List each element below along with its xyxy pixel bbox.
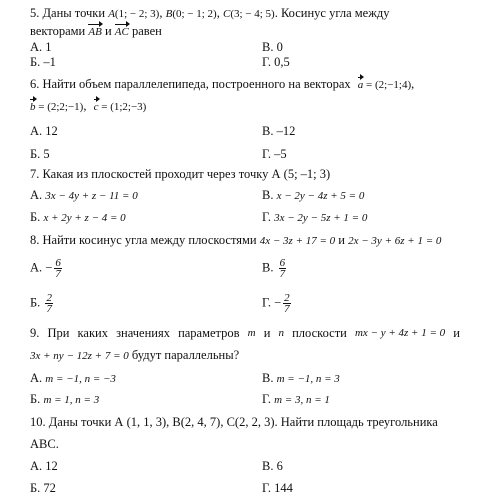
q7-option-b-label: Б. xyxy=(30,210,41,224)
q5-text-equals: равен xyxy=(128,24,162,38)
q5-conj: и xyxy=(101,24,115,38)
q9-option-a[interactable] xyxy=(30,371,116,387)
fraction-denominator: 7 xyxy=(55,268,61,280)
q6-vector-b: b xyxy=(30,101,36,113)
fraction-denominator: 7 xyxy=(46,303,52,315)
q8-option-a-label: А. xyxy=(30,260,43,275)
q9-option-b-value: m = 1, n = 3 xyxy=(43,394,100,406)
fraction-numerator: 2 xyxy=(46,292,52,304)
q6-line2: b = (2;2;−1), c = (1;2;−3) xyxy=(30,99,147,113)
q9-word: параметров xyxy=(178,326,240,340)
q8-option-a[interactable] xyxy=(30,258,64,279)
q9-option-a-label: А. xyxy=(30,371,43,385)
q7-option-a[interactable] xyxy=(30,188,138,204)
q9-line2 xyxy=(30,348,239,364)
q6-vector-a-value: = (2;−1;4) xyxy=(363,79,412,91)
q6-option-v[interactable]: В. –12 xyxy=(262,124,296,138)
q7-option-b-equation: x + 2y + z − 4 = 0 xyxy=(43,212,126,224)
q10-text-line2: АВС. xyxy=(30,437,59,451)
q9-word: 9. xyxy=(30,326,40,340)
q7-option-v-label: В. xyxy=(262,188,274,202)
q5-point-a-label: A xyxy=(108,8,115,20)
q9-text-tail: будут параллельны? xyxy=(128,348,240,362)
q8-option-b-fraction xyxy=(45,293,53,314)
q5-option-b[interactable]: Б. –1 xyxy=(30,55,56,69)
q10-option-g[interactable]: Г. 144 xyxy=(262,481,293,495)
q9-word: и xyxy=(263,326,271,340)
q5-point-a-coords: (1; − 2; 3) xyxy=(114,8,160,20)
q7-option-g[interactable] xyxy=(262,210,367,226)
q9-param-n: n xyxy=(278,327,285,339)
q8-option-g-label: Г. xyxy=(262,295,271,310)
q10-option-b[interactable]: Б. 72 xyxy=(30,481,56,495)
q6-line1: 6. Найти объем параллелепипеда, построенного на векторах a = (2;−1;4), xyxy=(30,77,415,91)
fraction-numerator: 6 xyxy=(279,257,286,269)
q6-option-g[interactable]: Г. –5 xyxy=(262,147,287,161)
fraction-numerator: 2 xyxy=(284,292,290,304)
q9-word: и xyxy=(453,326,460,340)
q5-text: 5. Даны точки xyxy=(30,6,109,20)
q8-line xyxy=(30,233,441,249)
q7-option-v-equation: x − 2y − 4z + 5 = 0 xyxy=(276,190,365,202)
q7-option-v[interactable] xyxy=(262,188,364,204)
q9-line1 xyxy=(30,326,460,341)
q5-vector-ac: AC xyxy=(114,26,129,38)
q7-option-g-label: Г. xyxy=(262,210,271,224)
q5-line1: 5. Даны точки A(1; − 2; 3), B(0; − 1; 2), C(3; − 4; 5). Косинус угла между xyxy=(30,6,390,20)
q9-option-g[interactable] xyxy=(262,392,330,408)
q5-line2 xyxy=(30,24,162,40)
q6-vector-b-value: = (2;2;−1) xyxy=(35,101,84,113)
q6-text: 6. Найти объем параллелепипеда, построенного на векторах xyxy=(30,77,351,91)
fraction-denominator: 7 xyxy=(284,303,290,315)
q5-point-b-coords: (0; − 1; 2) xyxy=(172,8,217,20)
q6-vector-c-value: = (1;2;−3) xyxy=(98,101,147,113)
q9-plane-2: 3x + ny − 12z + 7 = 0 xyxy=(30,350,129,362)
q5-text-tail: . Косинус угла между xyxy=(274,6,390,20)
q8-option-v-fraction xyxy=(279,258,287,279)
q8-option-a-sign: − xyxy=(45,260,53,275)
q5-vector-ab: AB xyxy=(88,26,102,38)
q8-option-v[interactable] xyxy=(262,258,288,279)
q6-vector-a: a xyxy=(357,79,364,91)
q9-option-g-label: Г. xyxy=(262,392,271,406)
q8-option-g-fraction xyxy=(283,293,291,314)
q7-option-g-equation: 3x − 2y − 5z + 1 = 0 xyxy=(274,212,368,224)
q8-plane-1: 4x − 3z + 17 = 0 xyxy=(259,235,336,247)
q9-word: каких xyxy=(77,326,108,340)
q9-option-v[interactable] xyxy=(262,371,340,387)
q5-point-c-coords: (3; − 4; 5) xyxy=(230,8,275,20)
q8-option-g-sign: − xyxy=(274,295,282,310)
q8-conj: и xyxy=(335,233,349,247)
q9-option-g-value: m = 3, n = 1 xyxy=(274,394,330,406)
q9-word: значениях xyxy=(116,326,170,340)
q9-param-m: m xyxy=(247,327,256,339)
q10-option-a[interactable]: А. 12 xyxy=(30,459,58,473)
q5-option-a[interactable]: А. 1 xyxy=(30,40,52,54)
q9-option-v-value: m = −1, n = 3 xyxy=(276,373,340,385)
q9-option-b[interactable] xyxy=(30,392,99,408)
q8-option-a-fraction xyxy=(54,258,62,279)
q9-option-b-label: Б. xyxy=(30,392,41,406)
q8-text: 8. Найти косинус угла между плоскостями xyxy=(30,233,257,247)
fraction-denominator: 7 xyxy=(279,268,286,280)
q6-option-b[interactable]: Б. 5 xyxy=(30,147,50,161)
q5-point-c-label: C xyxy=(222,8,231,20)
q7-option-a-equation: 3x − 4y + z − 11 = 0 xyxy=(45,190,138,202)
q7-option-a-label: А. xyxy=(30,188,43,202)
q5-point-b-label: B xyxy=(165,8,173,20)
q5-option-v[interactable]: В. 0 xyxy=(262,40,283,54)
q8-plane-2: 2x − 3y + 6z + 1 = 0 xyxy=(348,235,442,247)
q10-text: 10. Даны точки А (1, 1, 3), В(2, 4, 7), С(2, 2, 3). Найти площадь треугольника xyxy=(30,415,438,429)
q7-text: 7. Какая из плоскостей проходит через точку А (5; –1; 3) xyxy=(30,167,331,181)
q9-word: При xyxy=(47,326,70,340)
q6-option-a[interactable]: А. 12 xyxy=(30,124,58,138)
q9-word: плоскости xyxy=(292,326,347,340)
q6-vector-c: c xyxy=(93,101,99,113)
q8-option-v-label: В. xyxy=(262,260,274,275)
q8-option-g[interactable] xyxy=(262,293,293,314)
q9-plane-1: mx − y + 4z + 1 = 0 xyxy=(354,327,446,339)
q9-option-v-label: В. xyxy=(262,371,274,385)
fraction-numerator: 6 xyxy=(55,257,61,269)
q5-option-g[interactable]: Г. 0,5 xyxy=(262,55,290,69)
q9-option-a-value: m = −1, n = −3 xyxy=(45,373,116,385)
q5-text-vectors: векторами xyxy=(30,24,89,38)
q8-option-b-label: Б. xyxy=(30,295,41,310)
q8-option-b[interactable] xyxy=(30,293,55,314)
q10-option-v[interactable]: В. 6 xyxy=(262,459,283,473)
q7-option-b[interactable] xyxy=(30,210,126,226)
